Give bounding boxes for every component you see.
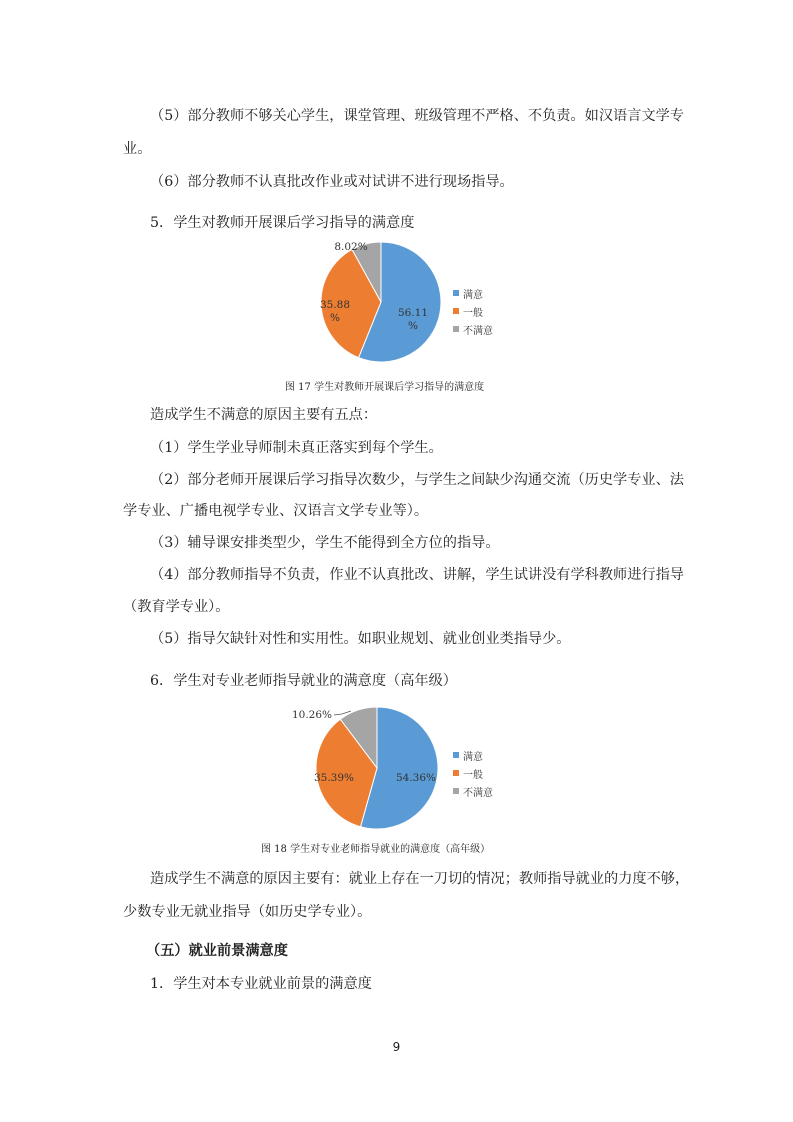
paragraph: （6）部分教师不认真批改作业或对试讲不进行现场指导。 [150,174,514,190]
section-title: （五）就业前景满意度 [146,943,288,959]
data-label-neutral: 35.39% [313,772,355,784]
figure-caption: 图 18 学生对专业老师指导就业的满意度（高年级） [261,844,491,855]
section-heading: 1．学生对本专业就业前景的满意度 [150,976,372,992]
data-label-satisfied: 56.11 % [397,307,429,332]
paragraph: （3）辅导课安排类型少，学生不能得到全方位的指导。 [150,535,500,551]
data-label-unsatisfied: 8.02% [334,241,368,253]
legend-item-satisfied: 满意 [453,284,493,302]
legend-swatch [453,308,459,314]
section-heading: 5．学生对教师开展课后学习指导的满意度 [150,215,415,231]
paragraph: 学专业、广播电视学专业、汉语言文学专业等）。 [123,503,429,519]
legend-item-unsatisfied: 不满意 [453,782,493,800]
data-label-neutral: 35.88 % [319,299,351,324]
paragraph: （5）指导欠缺针对性和实用性。如职业规划、就业创业类指导少。 [150,631,571,647]
data-label-satisfied: 54.36% [395,772,437,784]
paragraph: （1）学生学业导师制未真正落实到每个学生。 [150,440,443,456]
paragraph: 业。 [123,141,152,157]
paragraph: （5）部分教师不够关心学生，课堂管理、班级管理不严格、不负责。如汉语言文学专 [150,108,684,124]
paragraph: 造成学生不满意的原因主要有：就业上存在一刀切的情况；教师指导就业的力度不够， [150,871,690,887]
legend-item-satisfied: 满意 [453,746,493,764]
paragraph: （教育学专业）。 [123,599,230,615]
figure-caption: 图 17 学生对教师开展课后学习指导的满意度 [285,382,485,393]
page-number: 9 [392,1040,401,1054]
legend-swatch [453,290,459,296]
legend-swatch [453,326,459,332]
paragraph: 少数专业无就业指导（如历史学专业）。 [123,904,372,920]
chart-legend-fig17 [453,284,493,338]
paragraph: （4）部分教师指导不负责，作业不认真批改、讲解，学生试讲没有学科教师进行指导 [150,567,684,583]
data-label-unsatisfied: 10.26% [291,709,333,721]
paragraph: 造成学生不满意的原因主要有五点： [150,407,378,423]
legend-item-neutral: 一般 [453,302,493,320]
legend-swatch [453,770,459,776]
legend-item-neutral: 一般 [453,764,493,782]
legend-swatch [453,788,459,794]
legend-swatch [453,752,459,758]
legend-item-unsatisfied: 不满意 [453,320,493,338]
paragraph: （2）部分老师开展课后学习指导次数少，与学生之间缺少沟通交流（历史学专业、法 [150,472,684,488]
chart-legend-fig18 [453,746,493,800]
section-heading: 6．学生对专业老师指导就业的满意度（高年级） [150,673,457,689]
